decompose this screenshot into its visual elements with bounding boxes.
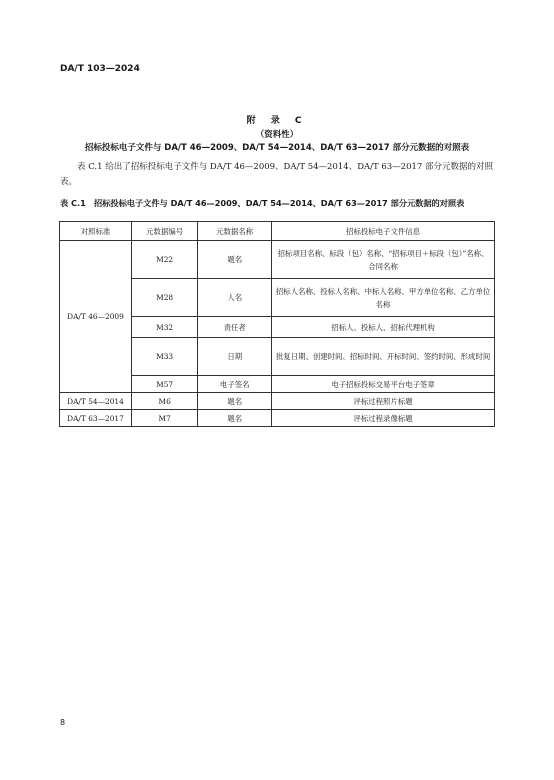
file-info-cell: 招标人名称、投标人名称、中标人名称、甲方单位名称、乙方单位名称 <box>272 279 495 317</box>
file-info-cell: 招标项目名称、标段（包）名称、“招标项目＋标段（包）”名称、合同名称 <box>272 241 495 279</box>
metadata-name-cell: 题名 <box>198 410 272 427</box>
page-number: 8 <box>60 718 66 727</box>
file-info-cell: 评标过程录像标题 <box>272 410 495 427</box>
table-header-row <box>60 222 495 241</box>
standard-cell: DA/T 63—2017 <box>60 410 132 427</box>
column-header: 招标投标电子文件信息 <box>272 222 495 241</box>
intro-paragraph: 表 C.1 给出了招标投标电子文件与 DA/T 46—2009、DA/T 54—2014、DA/T 63—2017 部分元数据的对照表。 <box>60 162 494 187</box>
column-header: 元数据编号 <box>131 222 197 241</box>
file-info-cell: 批复日期、创建时间、招标时间、开标时间、签约时间、形成时间 <box>272 338 495 376</box>
metadata-id-cell: M33 <box>131 338 197 376</box>
metadata-id-cell: M57 <box>131 376 197 393</box>
file-info-cell: 招标人、投标人、招标代理机构 <box>272 317 495 338</box>
metadata-id-cell: M28 <box>131 279 197 317</box>
metadata-name-cell: 题名 <box>198 393 272 410</box>
metadata-name-cell: 责任者 <box>198 317 272 338</box>
appendix-title: 附 录 C <box>246 116 308 126</box>
document-code: DA/T 103—2024 <box>60 64 140 74</box>
metadata-id-cell: M22 <box>131 241 197 279</box>
standard-cell: DA/T 54—2014 <box>60 393 132 410</box>
column-header: 元数据名称 <box>198 222 272 241</box>
appendix-nature: （资料性） <box>255 130 299 140</box>
metadata-name-cell: 题名 <box>198 241 272 279</box>
table-caption: 表 C.1 招标投标电子文件与 DA/T 46—2009、DA/T 54—2014、DA/T 63—2017 部分元数据的对照表 <box>60 198 465 208</box>
comparison-table <box>59 221 495 427</box>
appendix-subtitle: 招标投标电子文件与 DA/T 46—2009、DA/T 54—2014、DA/T 63—2017 部分元数据的对照表 <box>84 143 470 153</box>
file-info-cell: 评标过程照片标题 <box>272 393 495 410</box>
table-row <box>60 393 495 410</box>
metadata-name-cell: 电子签名 <box>198 376 272 393</box>
metadata-name-cell: 人名 <box>198 279 272 317</box>
metadata-id-cell: M7 <box>131 410 197 427</box>
table-row <box>60 410 495 427</box>
standard-cell: DA/T 46—2009 <box>60 241 132 393</box>
file-info-cell: 电子招标投标交易平台电子签章 <box>272 376 495 393</box>
metadata-id-cell: M6 <box>131 393 197 410</box>
metadata-id-cell: M32 <box>131 317 197 338</box>
metadata-name-cell: 日期 <box>198 338 272 376</box>
table-row <box>60 241 495 279</box>
column-header: 对照标准 <box>60 222 132 241</box>
